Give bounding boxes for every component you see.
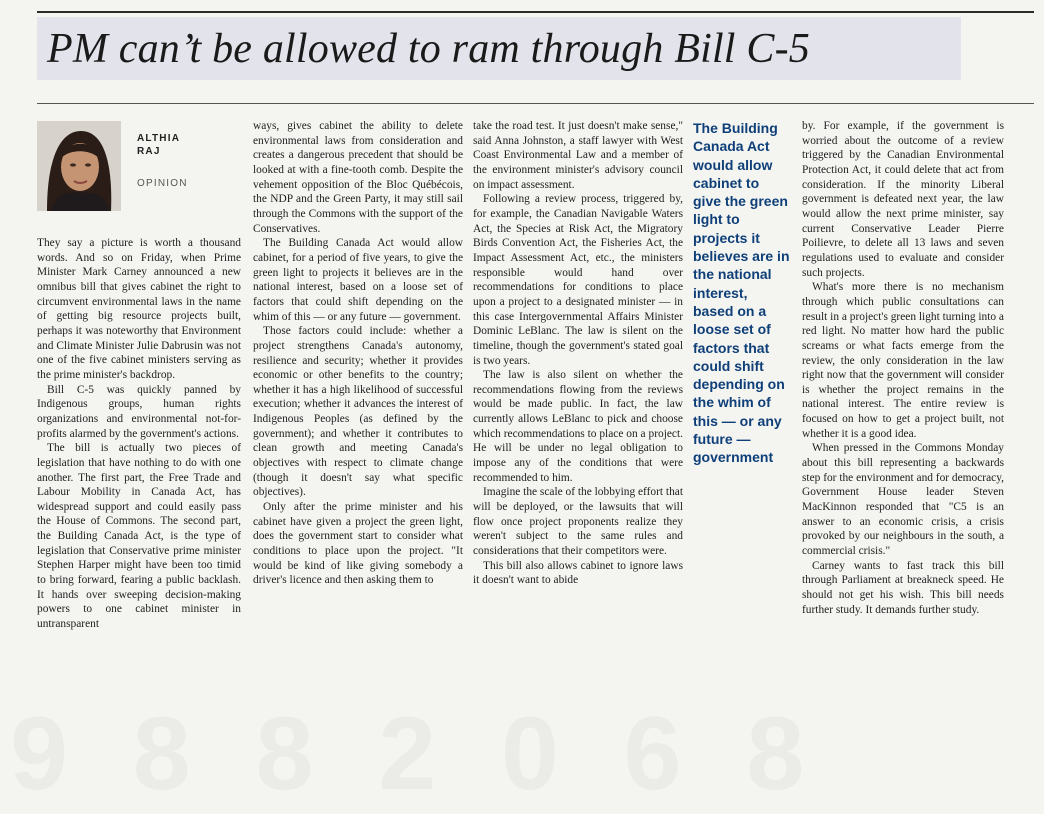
top-rule: [37, 11, 1034, 13]
article-column-2: [253, 119, 463, 588]
paragraph: Bill C-5 was quickly panned by Indigenous groups, human rights organizations and environmental not-for-profits alarmed by the government's actions.: [37, 383, 241, 440]
article-column-3: [473, 119, 683, 588]
paragraph: take the road test. It just doesn't make sense," said Anna Johnston, a staff lawyer with West Coast Environmental Law and a member of the environment minister's advisory council on impact assessment.: [473, 120, 683, 191]
article-column-1: [37, 236, 241, 632]
headline: PM can’t be allowed to ram through Bill C-5: [47, 26, 810, 72]
paragraph: What's more there is no mechanism through which public consultations can result in a project's green light turning into a red light. No matter how hard the public screams or what facts emerge from the review, the only consideration in the law right now that the government will consider is whether the project remains in the national interest. The entire review is focused on how to get a project built, not whether it is a good idea.: [802, 281, 1004, 440]
opinion-label: OPINION: [137, 178, 188, 189]
watermark: [10, 695, 822, 814]
paragraph: The law is also silent on whether the recommendations flowing from the reviews would be made public. In fact, the law currently allows LeBlanc to pick and choose which recommendations to place on a project. He will be under no legal obligation to impose any of the conditions that were recommended to him.: [473, 369, 683, 484]
section-rule: [37, 103, 1034, 104]
article-column-5: [802, 119, 1004, 617]
author-name: ALTHIA RAJ: [137, 133, 180, 157]
paragraph: Only after the prime minister and his cabinet have given a project the green light, does the government start to consider what conditions to place upon the project. "It would be kind of like giving somebody a driver's licence and then asking them to: [253, 501, 463, 587]
pull-quote: The Building Canada Act would allow cabinet to give the green light to projects it believes are in the national interest, based on a loose set of factors that could shift depending on the whim of this — or any future — government: [693, 120, 790, 466]
paragraph: Imagine the scale of the lobbying effort that will be deployed, or the lawsuits that will flow once project proponents realize they weren't subject to the same rules and considerations that their competitors were.: [473, 486, 684, 558]
paragraph: by. For example, if the government is worried about the outcome of a review triggered by the Canadian Environmental Protection Act, it could delete that act from consideration. If the minority Liberal government is defeated next year, the law would allow the next prime minister, say current Conservative Leader Pierre Poilievre, to delete all 13 laws and seven regulations used to evaluate and consider such projects.: [802, 120, 1004, 279]
paragraph: They say a picture is worth a thousand words. And so on Friday, when Prime Minister Mark Carney announced a new omnibus bill that gives cabinet the right to circumvent environmental laws in the name of getting big resource projects built, perhaps it was noteworthy that Environment and Climate Minister Julie Dabrusin was not one of the five cabinet ministers serving as the prime minister's backdrop.: [37, 237, 241, 381]
paragraph: Following a review process, triggered by, for example, the Canadian Navigable Waters Act, the Species at Risk Act, the Migratory Birds Convention Act, the Fisheries Act, the Impact Assessment Act, etc., the ministers responsible would hand over recommendations for conditions to place upon a project to a designated minister — in this case Intergovernmental Affairs Minister Dominic LeBlanc. The law is silent on the timeline, though the government's stated goal is two years.: [473, 193, 683, 367]
author-photo: [37, 121, 121, 211]
headline-highlight: [37, 17, 961, 80]
paragraph: When pressed in the Commons Monday about this bill representing a backwards step for the environment and for democracy, Government House leader Steven MacKinnon responded that "C5 is an answer to an economic crisis, a crisis provoked by our neighbours in the south, a commercial crisis.": [802, 442, 1004, 558]
paragraph: This bill also allows cabinet to ignore laws it doesn't want to abide: [473, 559, 683, 587]
paragraph: Those factors could include: whether a project strengthens Canada's autonomy, resilience and security; whether it provides economic or other benefits to the country; whether it has a high likelihood of successful execution; whether it advances the interest of Indigenous Peoples (as defined by the government); and whether it contributes to clean growth and meeting Canada's objectives with respect to climate change (though it doesn't say what specific objectives).: [253, 325, 463, 499]
paragraph: The bill is actually two pieces of legislation that have nothing to do with one another. The first part, the Free Trade and Labour Mobility in Canada Act, has widespread support and could easily pass the House of Commons. The second part, the Building Canada Act, is the type of legislation that Conservative prime minister Stephen Harper might have been too timid to bring forward, fearing a public backlash. It hands over sweeping decision-making powers to one cabinet minister in untransparent: [37, 442, 241, 631]
paragraph: The Building Canada Act would allow cabinet, for a period of five years, to give the green light to projects it believes are in the national interest, based on a loose set of factors that could shift depending on the whim of this — or any future — government.: [253, 237, 463, 323]
paragraph: Carney wants to fast track this bill through Parliament at breakneck speed. He should not get his wish. This bill needs further study. It demands further study.: [802, 559, 1004, 616]
paragraph: ways, gives cabinet the ability to delete environmental laws from consideration and creates a dangerous precedent that should be looked at with a fine-tooth comb. Despite the vehement opposition of the Bloc Québécois, the NDP and the Green Party, it may still sail through the Commons with the support of the Conservatives.: [253, 120, 463, 235]
